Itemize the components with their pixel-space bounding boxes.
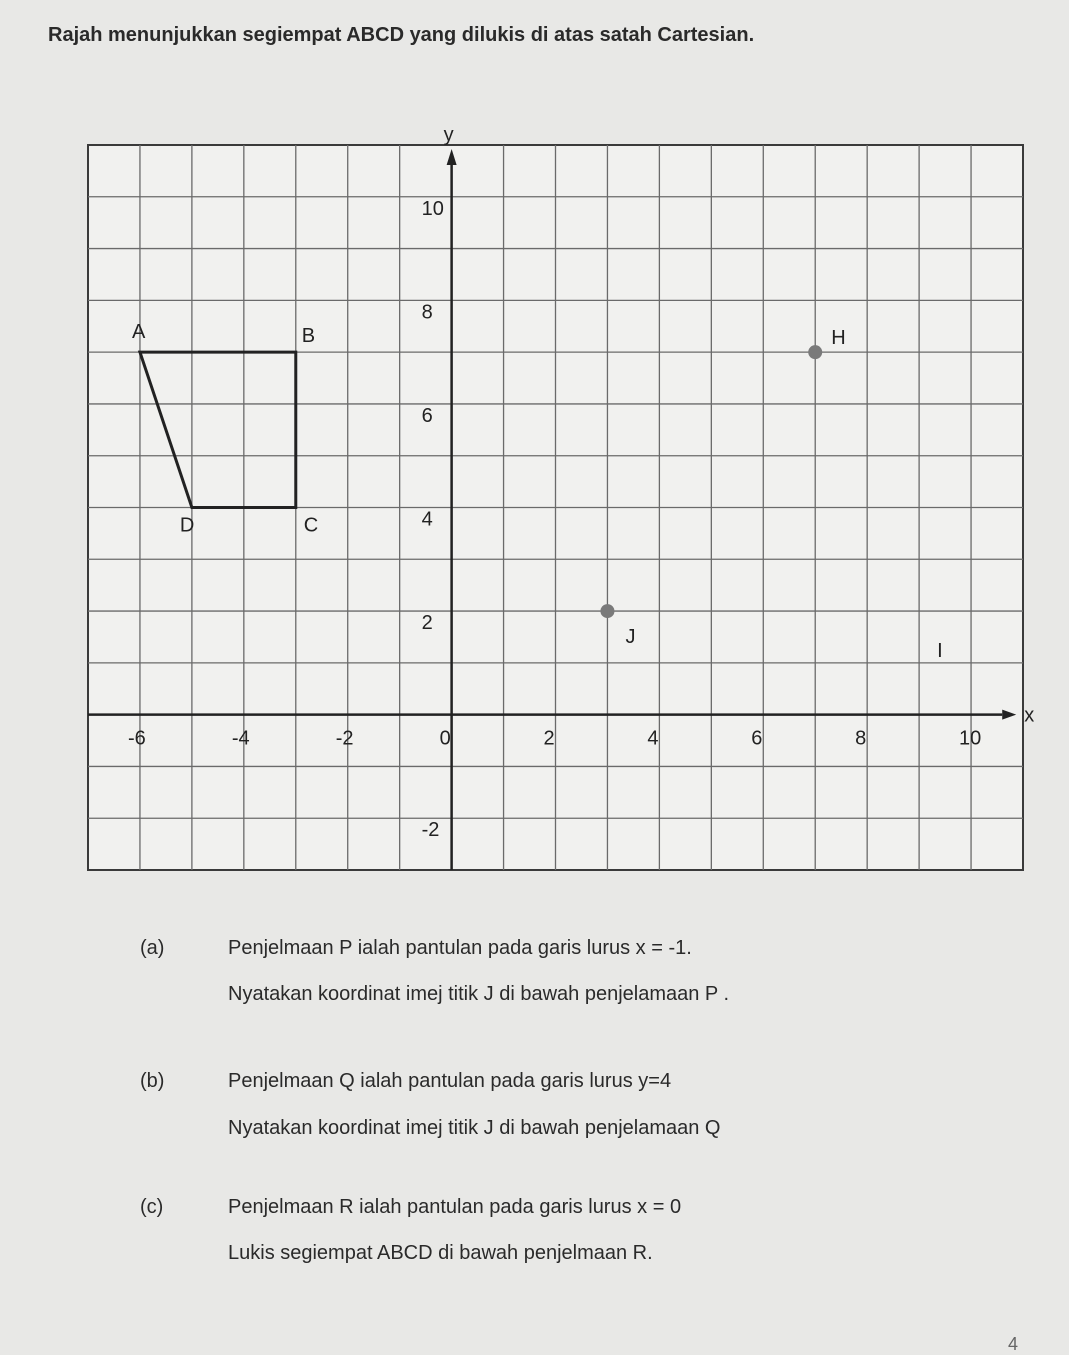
- x-tick-label: 10: [959, 727, 982, 750]
- x-tick-label: -6: [127, 727, 146, 750]
- question-c-label: (c): [140, 1196, 164, 1218]
- x-tick-label: 0: [439, 727, 451, 750]
- y-axis-label: y: [443, 124, 454, 146]
- vertex-label-c: C: [303, 514, 319, 537]
- x-tick-label: -4: [231, 727, 250, 750]
- x-tick-label: 6: [751, 727, 763, 750]
- x-axis-label: x: [1024, 704, 1035, 727]
- question-b-line2: Nyatakan koordinat imej titik J di bawah penjelamaan Q: [228, 1117, 721, 1139]
- y-tick-label: 4: [421, 508, 433, 531]
- point-j: [600, 604, 614, 618]
- y-tick-label: -2: [421, 819, 440, 842]
- point-label-j: J: [625, 626, 636, 649]
- question-a-line2: Nyatakan koordinat imej titik J di bawah penjelamaan P .: [228, 983, 730, 1005]
- question-a-label: (a): [140, 937, 165, 959]
- vertex-label-a: A: [131, 321, 146, 344]
- y-tick-label: 8: [421, 301, 433, 324]
- page-number: 4: [1008, 1334, 1019, 1354]
- question-b-line1: Penjelmaan Q ialah pantulan pada garis lurus y=4: [228, 1070, 672, 1092]
- page-title: Rajah menunjukkan segiempat ABCD yang dilukis di atas satah Cartesian.: [48, 24, 755, 46]
- point-h: [808, 345, 822, 359]
- vertex-label-d: D: [179, 514, 195, 537]
- y-tick-label: 10: [421, 197, 444, 220]
- y-tick-label: 2: [421, 612, 433, 635]
- x-tick-label: 4: [647, 727, 659, 750]
- point-label-h: H: [831, 327, 846, 350]
- question-b-label: (b): [140, 1070, 165, 1092]
- point-label-i: I: [937, 639, 943, 662]
- question-a-line1: Penjelmaan P ialah pantulan pada garis lurus x = -1.: [228, 937, 692, 959]
- x-tick-label: 2: [543, 727, 555, 750]
- x-tick-label: 8: [855, 727, 867, 750]
- x-tick-label: -2: [335, 727, 354, 750]
- vertex-label-b: B: [301, 325, 316, 348]
- question-c-line2: Lukis segiempat ABCD di bawah penjelmaan R.: [228, 1242, 653, 1264]
- question-c-line1: Penjelmaan R ialah pantulan pada garis lurus x = 0: [228, 1196, 682, 1218]
- y-tick-label: 6: [421, 404, 433, 427]
